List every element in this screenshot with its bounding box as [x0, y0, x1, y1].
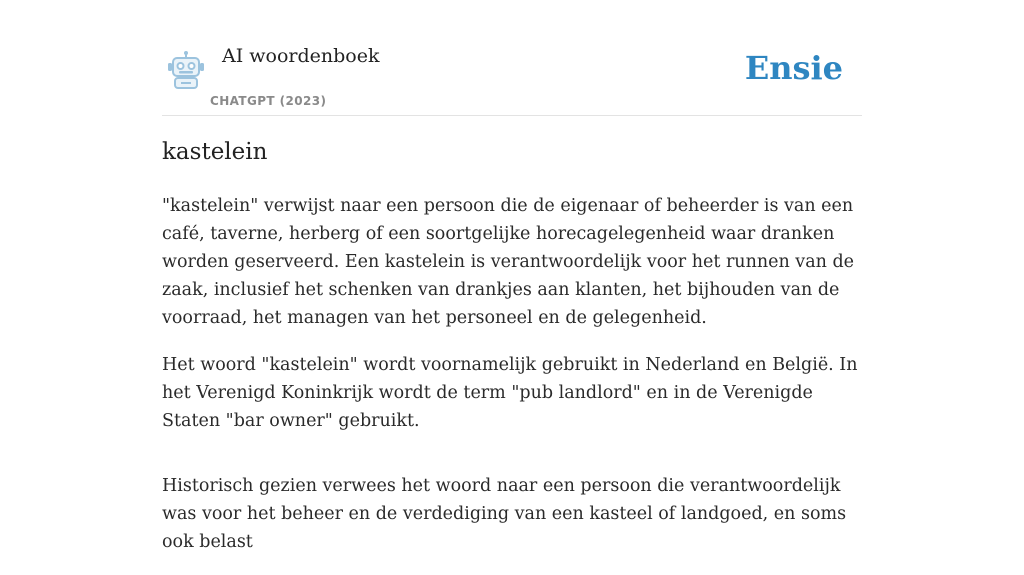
robot-icon — [166, 50, 206, 90]
source-title[interactable]: AI woordenboek — [222, 45, 380, 67]
definition-paragraph: "kastelein" verwijst naar een persoon die de eigenaar of beheerder is van een café, taverne, herberg of een soortgelijke horecagelegenheid waar dranken worden geserveerd. Een kastelein is verantwoordelijk voor het runnen van de zaak, inclusief het schenken van drankjes aan klanten, het bijhouden van de voorraad, het managen van het personeel en de gelegenheid. — [162, 196, 855, 328]
entry-title: kastelein — [162, 139, 268, 165]
definition-body — [162, 192, 862, 575]
header — [162, 0, 862, 116]
definition-paragraph: Het woord "kastelein" wordt voornamelijk gebruikt in Nederland en België. In het Verenigd Koninkrijk wordt de term "pub landlord" en in de Verenigde Staten "bar owner" gebruikt. — [162, 355, 858, 431]
source-subtitle: CHATGPT (2023) — [210, 94, 327, 108]
brand-logo[interactable]: Ensie — [744, 49, 843, 87]
definition-paragraph: Historisch gezien verwees het woord naar een persoon die verantwoordelijk was voor het beheer en de verdediging van een kasteel of landgoed, en soms ook belast — [162, 476, 847, 552]
